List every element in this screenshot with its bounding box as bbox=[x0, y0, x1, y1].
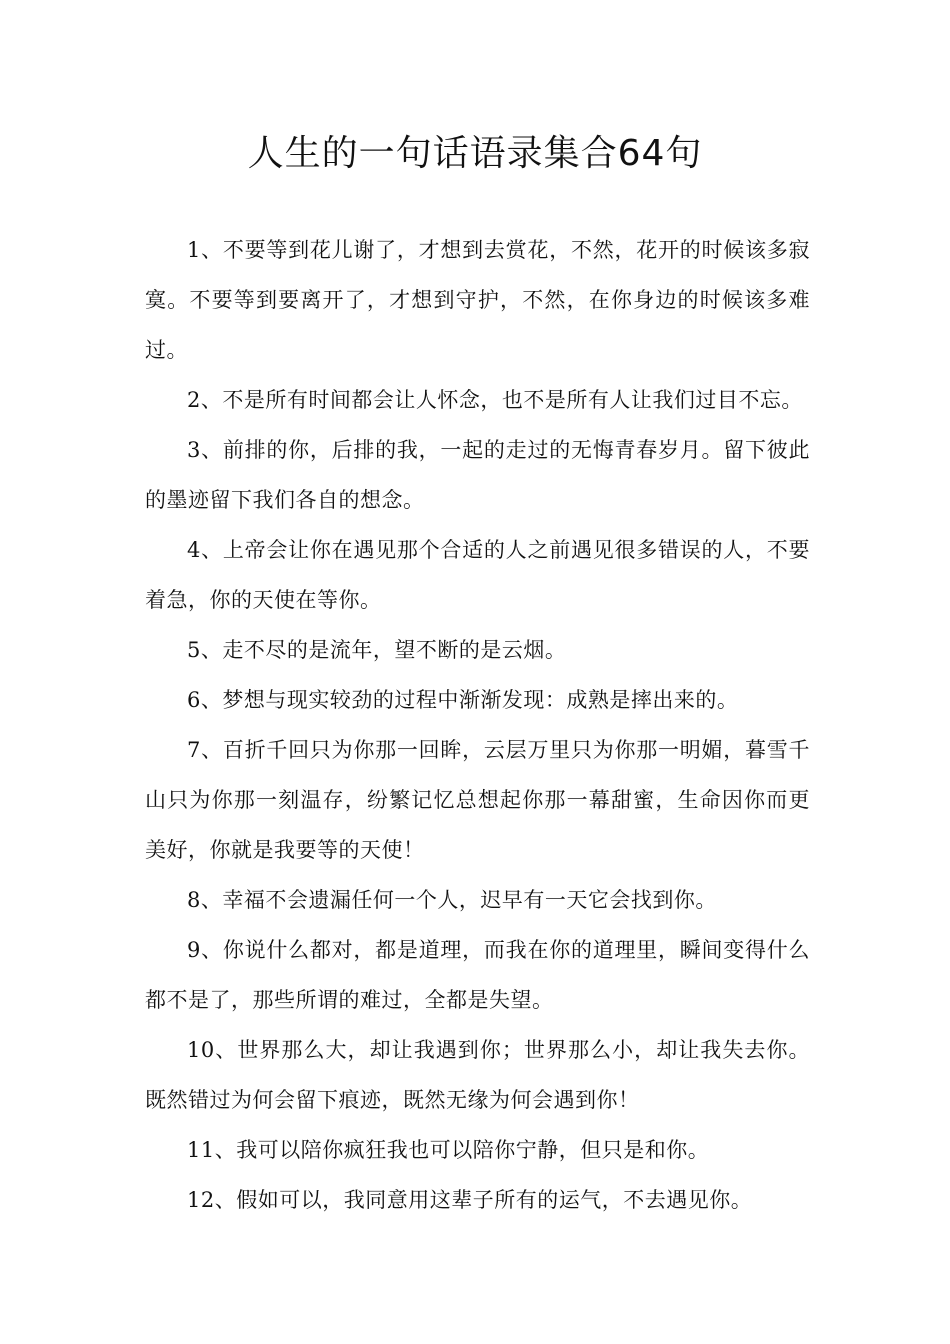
document-title: 人生的一句话语录集合64句 bbox=[247, 133, 703, 174]
quote-paragraph-5: 5、走不尽的是流年，望不断的是云烟。 bbox=[187, 638, 567, 662]
quote-paragraph-4: 4、上帝会让你在遇见那个合适的人之前遇见很多错误的人，不要着急，你的天使在等你。 bbox=[145, 538, 810, 612]
quote-paragraph-7: 7、百折千回只为你那一回眸，云层万里只为你那一明媚，暮雪千山只为你那一刻温存，纷繁记忆总想起你那一幕甜蜜，生命因你而更美好，你就是我要等的天使！ bbox=[145, 738, 810, 862]
quote-paragraph-3: 3、前排的你，后排的我，一起的走过的无悔青春岁月。留下彼此的墨迹留下我们各自的想念。 bbox=[145, 438, 810, 512]
quote-paragraph-10: 10、世界那么大，却让我遇到你；世界那么小，却让我失去你。既然错过为何会留下痕迹，既然无缘为何会遇到你！ bbox=[145, 1038, 810, 1112]
document-body bbox=[145, 225, 810, 1225]
quote-paragraph-8: 8、幸福不会遗漏任何一个人，迟早有一天它会找到你。 bbox=[187, 888, 717, 912]
quote-paragraph-12: 12、假如可以，我同意用这辈子所有的运气，不去遇见你。 bbox=[187, 1188, 753, 1212]
quote-paragraph-2: 2、不是所有时间都会让人怀念，也不是所有人让我们过目不忘。 bbox=[187, 388, 803, 412]
quote-paragraph-6: 6、梦想与现实较劲的过程中渐渐发现：成熟是摔出来的。 bbox=[187, 688, 739, 712]
quote-paragraph-9: 9、你说什么都对，都是道理，而我在你的道理里，瞬间变得什么都不是了，那些所谓的难过，全都是失望。 bbox=[145, 938, 810, 1012]
quote-paragraph-1: 1、不要等到花儿谢了，才想到去赏花，不然，花开的时候该多寂寞。不要等到要离开了，才想到守护，不然，在你身边的时候该多难过。 bbox=[145, 238, 810, 362]
quote-paragraph-11: 11、我可以陪你疯狂我也可以陪你宁静，但只是和你。 bbox=[187, 1138, 710, 1162]
